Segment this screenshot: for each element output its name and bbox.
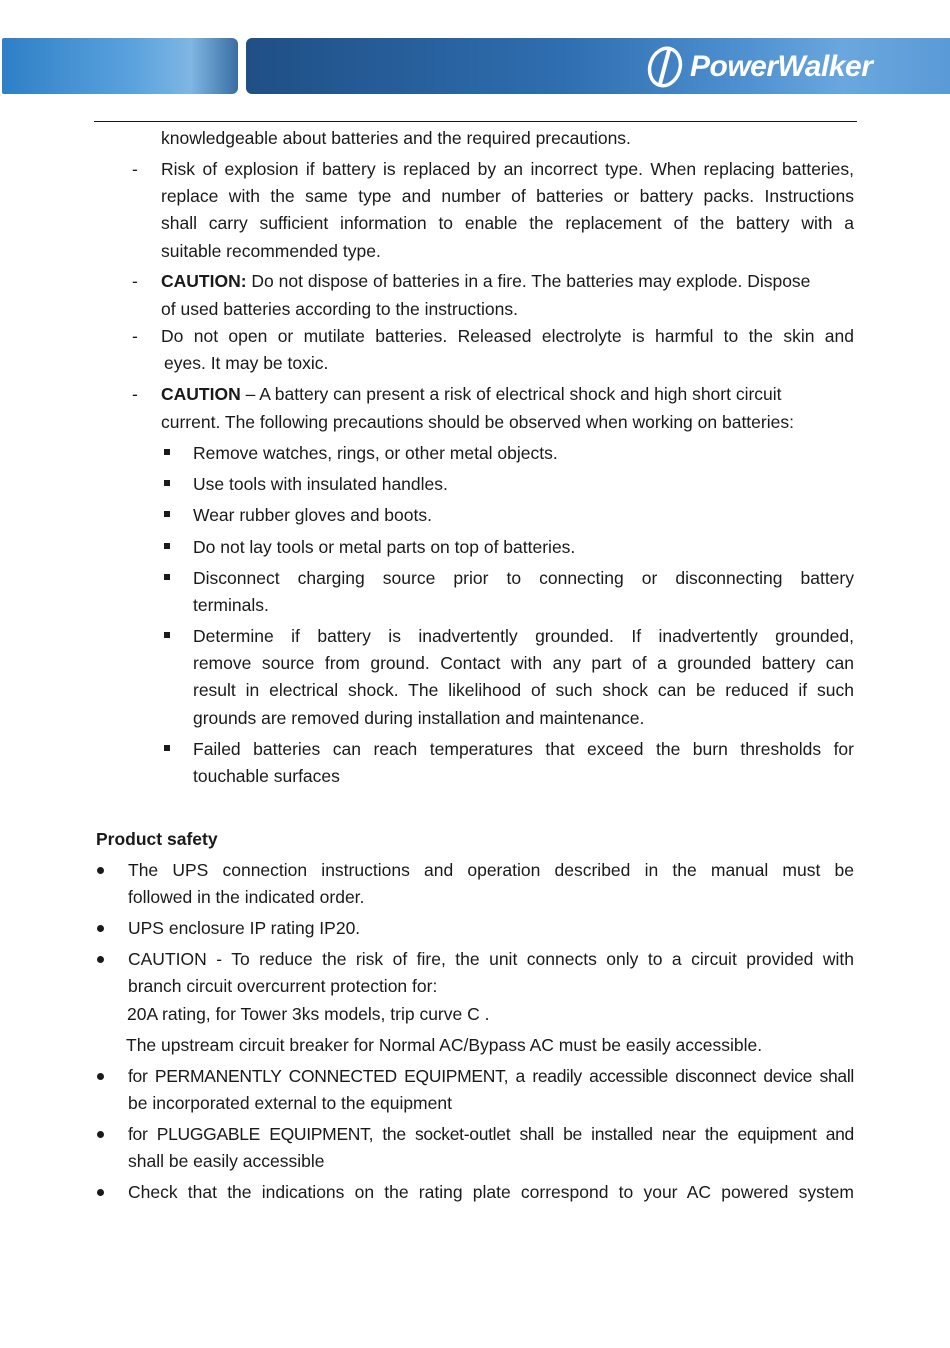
dash-item-1-line-1: Risk of explosion if battery is replaced by an incorrect type. When replacing batteries, [161, 159, 854, 179]
dash-item-2-line-2: of used batteries according to the instructions. [161, 299, 519, 319]
dash-marker: - [132, 326, 138, 346]
square-bullet-icon [164, 543, 170, 549]
precaution-6-line-4: grounds are removed during installation and maintenance. [193, 708, 645, 728]
dash-marker: - [132, 159, 138, 179]
safety-item-1-line-2: followed in the indicated order. [128, 887, 365, 907]
safety-item-4-line-1: for PERMANENTLY CONNECTED EQUIPMENT, a readily accessible disconnect device shall [128, 1066, 854, 1086]
square-bullet-icon [164, 480, 170, 486]
round-bullet-icon [97, 1189, 104, 1196]
dash-item-3-line-2: eyes. It may be toxic. [164, 353, 329, 373]
precaution-6-line-3: result in electrical shock. The likelihood of such shock can be reduced if such [193, 680, 854, 700]
precaution-4: Do not lay tools or metal parts on top of batteries. [193, 537, 576, 557]
safety-item-1-line-1: The UPS connection instructions and operation described in the manual must be [128, 860, 854, 880]
round-bullet-icon [97, 1073, 104, 1080]
dash-item-1-line-3: shall carry sufficient information to enable the replacement of the battery with a [161, 213, 854, 233]
precaution-6-line-1: Determine if battery is inadvertently grounded. If inadvertently grounded, [193, 626, 854, 646]
dash-marker: - [132, 384, 138, 404]
dash-item-1-line-4: suitable recommended type. [161, 241, 381, 261]
precaution-7-line-1: Failed batteries can reach temperatures that exceed the burn thresholds for [193, 739, 854, 759]
dash-item-1-line-2: replace with the same type and number of batteries or battery packs. Instructions [161, 186, 854, 206]
precaution-1: Remove watches, rings, or other metal objects. [193, 443, 558, 463]
safety-item-6: Check that the indications on the rating plate correspond to your AC powered system [128, 1182, 854, 1202]
safety-item-4-line-2: be incorporated external to the equipment [128, 1093, 452, 1113]
dash-item-4-text: – A battery can present a risk of electrical shock and high short circuit [240, 384, 782, 404]
dash-item-2-line-1 [161, 268, 810, 296]
dash-item-2-text: Do not dispose of batteries in a fire. The batteries may explode. Dispose [246, 271, 811, 291]
round-bullet-icon [97, 867, 104, 874]
safety-item-3-line-4: The upstream circuit breaker for Normal AC/Bypass AC must be easily accessible. [126, 1035, 763, 1055]
precaution-3: Wear rubber gloves and boots. [193, 505, 432, 525]
safety-item-2: UPS enclosure IP rating IP20. [128, 918, 361, 938]
round-bullet-icon [97, 925, 104, 932]
brand-name: PowerWalker [690, 50, 873, 83]
square-bullet-icon [164, 511, 170, 517]
caution-label: CAUTION [161, 384, 241, 404]
safety-item-5-line-1: for PLUGGABLE EQUIPMENT, the socket-outlet shall be installed near the equipment and [128, 1124, 854, 1144]
precaution-5-line-1: Disconnect charging source prior to connecting or disconnecting battery [193, 568, 854, 588]
round-bullet-icon [97, 956, 104, 963]
precaution-5-line-2: terminals. [193, 595, 269, 615]
square-bullet-icon [164, 632, 170, 638]
safety-item-3-line-3: 20A rating, for Tower 3ks models, trip curve C . [127, 1004, 490, 1024]
dash-marker: - [132, 271, 138, 291]
safety-item-5-line-2: shall be easily accessible [128, 1151, 325, 1171]
intro-tail: knowledgeable about batteries and the required precautions. [161, 128, 631, 148]
square-bullet-icon [164, 745, 170, 751]
precaution-2: Use tools with insulated handles. [193, 474, 448, 494]
round-bullet-icon [97, 1131, 104, 1138]
safety-item-3-line-1: CAUTION - To reduce the risk of fire, the unit connects only to a circuit provided with [128, 949, 854, 969]
safety-item-3-line-2: branch circuit overcurrent protection for: [128, 976, 438, 996]
square-bullet-icon [164, 574, 170, 580]
caution-label: CAUTION: [161, 271, 247, 291]
precaution-7-line-2: touchable surfaces [193, 766, 340, 786]
square-bullet-icon [164, 449, 170, 455]
precaution-6-line-2: remove source from ground. Contact with any part of a grounded battery can [193, 653, 854, 673]
dash-item-3-line-1: Do not open or mutilate batteries. Released electrolyte is harmful to the skin and [161, 326, 854, 346]
dash-item-4-line-1 [161, 381, 782, 409]
dash-item-4-line-2: current. The following precautions should be observed when working on batteries: [161, 412, 794, 432]
product-safety-heading: Product safety [96, 829, 218, 849]
